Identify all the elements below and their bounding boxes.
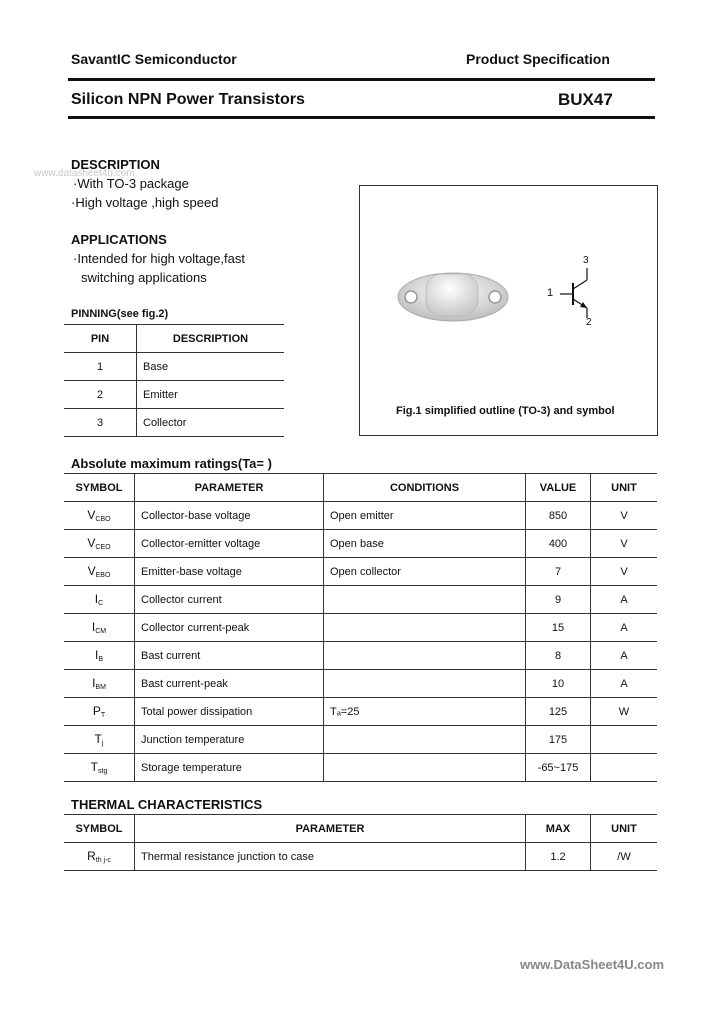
symbol-letter: V — [87, 536, 96, 550]
thermal-title: THERMAL CHARACTERISTICS — [71, 797, 263, 812]
unit-cell — [591, 726, 658, 754]
figure-box — [359, 185, 658, 436]
parameter-cell: Collector current — [135, 586, 324, 614]
symbol-subscript: stg — [98, 768, 108, 775]
figure-caption: Fig.1 simplified outline (TO-3) and symbol — [396, 405, 615, 417]
symbol-letter: I — [92, 676, 96, 690]
unit-cell: A — [591, 586, 658, 614]
table-row — [64, 502, 657, 530]
symbol-cell — [64, 726, 135, 754]
parameter-cell: Total power dissipation — [135, 698, 324, 726]
symbol-cell — [64, 530, 135, 558]
symbol-cell — [64, 642, 135, 670]
value-cell: 850 — [526, 502, 591, 530]
conditions-cell: Open collector — [324, 558, 526, 586]
symbol-cell — [64, 698, 135, 726]
symbol-cell — [64, 502, 135, 530]
table-row — [64, 586, 657, 614]
applications-item: ·Intended for high voltage,fast — [73, 251, 246, 266]
abs-max-title: Absolute maximum ratings(Ta= ) — [71, 456, 272, 471]
conditions-cell — [324, 614, 526, 642]
unit-cell: V — [591, 558, 658, 586]
value-cell: 7 — [526, 558, 591, 586]
unit-cell: A — [591, 670, 658, 698]
part-number: BUX47 — [558, 90, 613, 109]
table-row — [64, 670, 657, 698]
pin-number: 1 — [64, 353, 137, 381]
symbol-letter: V — [87, 564, 96, 578]
transistor-symbol — [560, 268, 587, 318]
table-row — [64, 698, 657, 726]
description-title: DESCRIPTION — [71, 157, 160, 172]
symbol-cell — [64, 614, 135, 642]
symbol-subscript: T — [100, 712, 106, 719]
value-cell: -65~175 — [526, 754, 591, 782]
symbol-letter: I — [91, 620, 96, 634]
conditions-cell: Open emitter — [324, 502, 526, 530]
pin-number: 2 — [64, 381, 137, 409]
parameter-cell: Collector-emitter voltage — [135, 530, 324, 558]
table-row — [64, 754, 657, 782]
unit-cell: V — [591, 530, 658, 558]
value-cell: 400 — [526, 530, 591, 558]
symbol-cell — [64, 843, 135, 871]
header-rule-bottom — [68, 116, 655, 119]
value-cell: 15 — [526, 614, 591, 642]
col-header-symbol: SYMBOL — [64, 474, 135, 502]
value-cell: 10 — [526, 670, 591, 698]
description-item: ·With TO-3 package — [73, 176, 189, 191]
symbol-subscript: B — [98, 656, 103, 663]
table-row — [64, 642, 657, 670]
unit-cell: W — [591, 698, 658, 726]
symbol-letter: I — [94, 648, 99, 662]
parameter-cell: Collector-base voltage — [135, 502, 324, 530]
col-header-symbol: SYMBOL — [64, 815, 135, 843]
table-row — [64, 381, 284, 409]
product-line: Silicon NPN Power Transistors — [71, 91, 305, 108]
symbol-cell — [64, 670, 135, 698]
value-cell: 125 — [526, 698, 591, 726]
pin-label-collector: 3 — [583, 255, 589, 266]
col-header-parameter: PARAMETER — [135, 474, 324, 502]
pinning-title: PINNING(see fig.2) — [71, 308, 169, 320]
conditions-cell — [324, 586, 526, 614]
symbol-letter: P — [92, 704, 101, 718]
pin-number: 3 — [64, 409, 137, 437]
conditions-cell — [324, 754, 526, 782]
conditions-cell — [324, 670, 526, 698]
symbol-letter: R — [87, 849, 96, 863]
symbol-subscript: C — [98, 600, 104, 607]
value-cell: 9 — [526, 586, 591, 614]
pin-label-base: 1 — [547, 287, 554, 299]
parameter-cell: Bast current — [135, 642, 324, 670]
symbol-letter: V — [87, 508, 96, 522]
symbol-subscript: j — [101, 740, 104, 747]
table-row — [64, 530, 657, 558]
col-header-value: VALUE — [526, 474, 591, 502]
applications-title: APPLICATIONS — [71, 232, 167, 247]
parameter-cell: Collector current-peak — [135, 614, 324, 642]
table-row — [64, 409, 284, 437]
header-rule-top — [68, 78, 655, 81]
conditions-cell: Open base — [324, 530, 526, 558]
unit-cell: A — [591, 614, 658, 642]
col-header-unit: UNIT — [591, 815, 658, 843]
pin-label-emitter: 2 — [586, 317, 592, 328]
conditions-cell — [324, 726, 526, 754]
unit-cell: A — [591, 642, 658, 670]
conditions-cell: Tₐ=25 — [324, 698, 526, 726]
abs-max-table — [64, 473, 657, 782]
table-row — [64, 353, 284, 381]
to3-package-image — [360, 186, 657, 435]
parameter-cell: Storage temperature — [135, 754, 324, 782]
symbol-subscript: BM — [95, 684, 106, 691]
parameter-cell: Bast current-peak — [135, 670, 324, 698]
pin-description: Base — [137, 353, 285, 381]
table-row — [64, 614, 657, 642]
symbol-letter: T — [94, 732, 102, 746]
parameter-cell: Thermal resistance junction to case — [135, 843, 526, 871]
description-item: ·High voltage ,high speed — [71, 195, 219, 210]
parameter-cell: Emitter-base voltage — [135, 558, 324, 586]
table-row — [64, 843, 657, 871]
col-header-conditions: CONDITIONS — [324, 474, 526, 502]
value-cell: 175 — [526, 726, 591, 754]
conditions-cell — [324, 642, 526, 670]
symbol-subscript: th j-c — [95, 857, 111, 864]
unit-cell: V — [591, 502, 658, 530]
symbol-subscript: CBO — [95, 516, 111, 523]
symbol-cell — [64, 558, 135, 586]
value-cell: 8 — [526, 642, 591, 670]
symbol-cell — [64, 586, 135, 614]
company-name: SavantIC Semiconductor — [71, 51, 237, 67]
watermark-bottom: www.DataSheet4U.com — [520, 957, 665, 972]
unit-cell: /W — [591, 843, 658, 871]
pin-description: Emitter — [137, 381, 285, 409]
unit-cell — [591, 754, 658, 782]
symbol-letter: I — [94, 592, 99, 606]
table-row — [64, 558, 657, 586]
col-header-description: DESCRIPTION — [137, 325, 285, 353]
applications-item: switching applications — [81, 270, 207, 285]
symbol-cell — [64, 754, 135, 782]
table-row — [64, 726, 657, 754]
col-header-unit: UNIT — [591, 474, 658, 502]
max-cell: 1.2 — [526, 843, 591, 871]
symbol-subscript: CM — [95, 628, 107, 635]
pinning-table — [64, 324, 284, 437]
symbol-subscript: EBO — [95, 572, 111, 579]
symbol-letter: T — [90, 760, 98, 774]
document-type: Product Specification — [466, 51, 610, 67]
col-header-parameter: PARAMETER — [135, 815, 526, 843]
symbol-subscript: CEO — [95, 544, 111, 551]
pin-description: Collector — [137, 409, 285, 437]
col-header-max: MAX — [526, 815, 591, 843]
parameter-cell: Junction temperature — [135, 726, 324, 754]
watermark-top: www.datasheet4u.com — [34, 168, 135, 179]
thermal-table — [64, 814, 657, 871]
col-header-pin: PIN — [64, 325, 137, 353]
